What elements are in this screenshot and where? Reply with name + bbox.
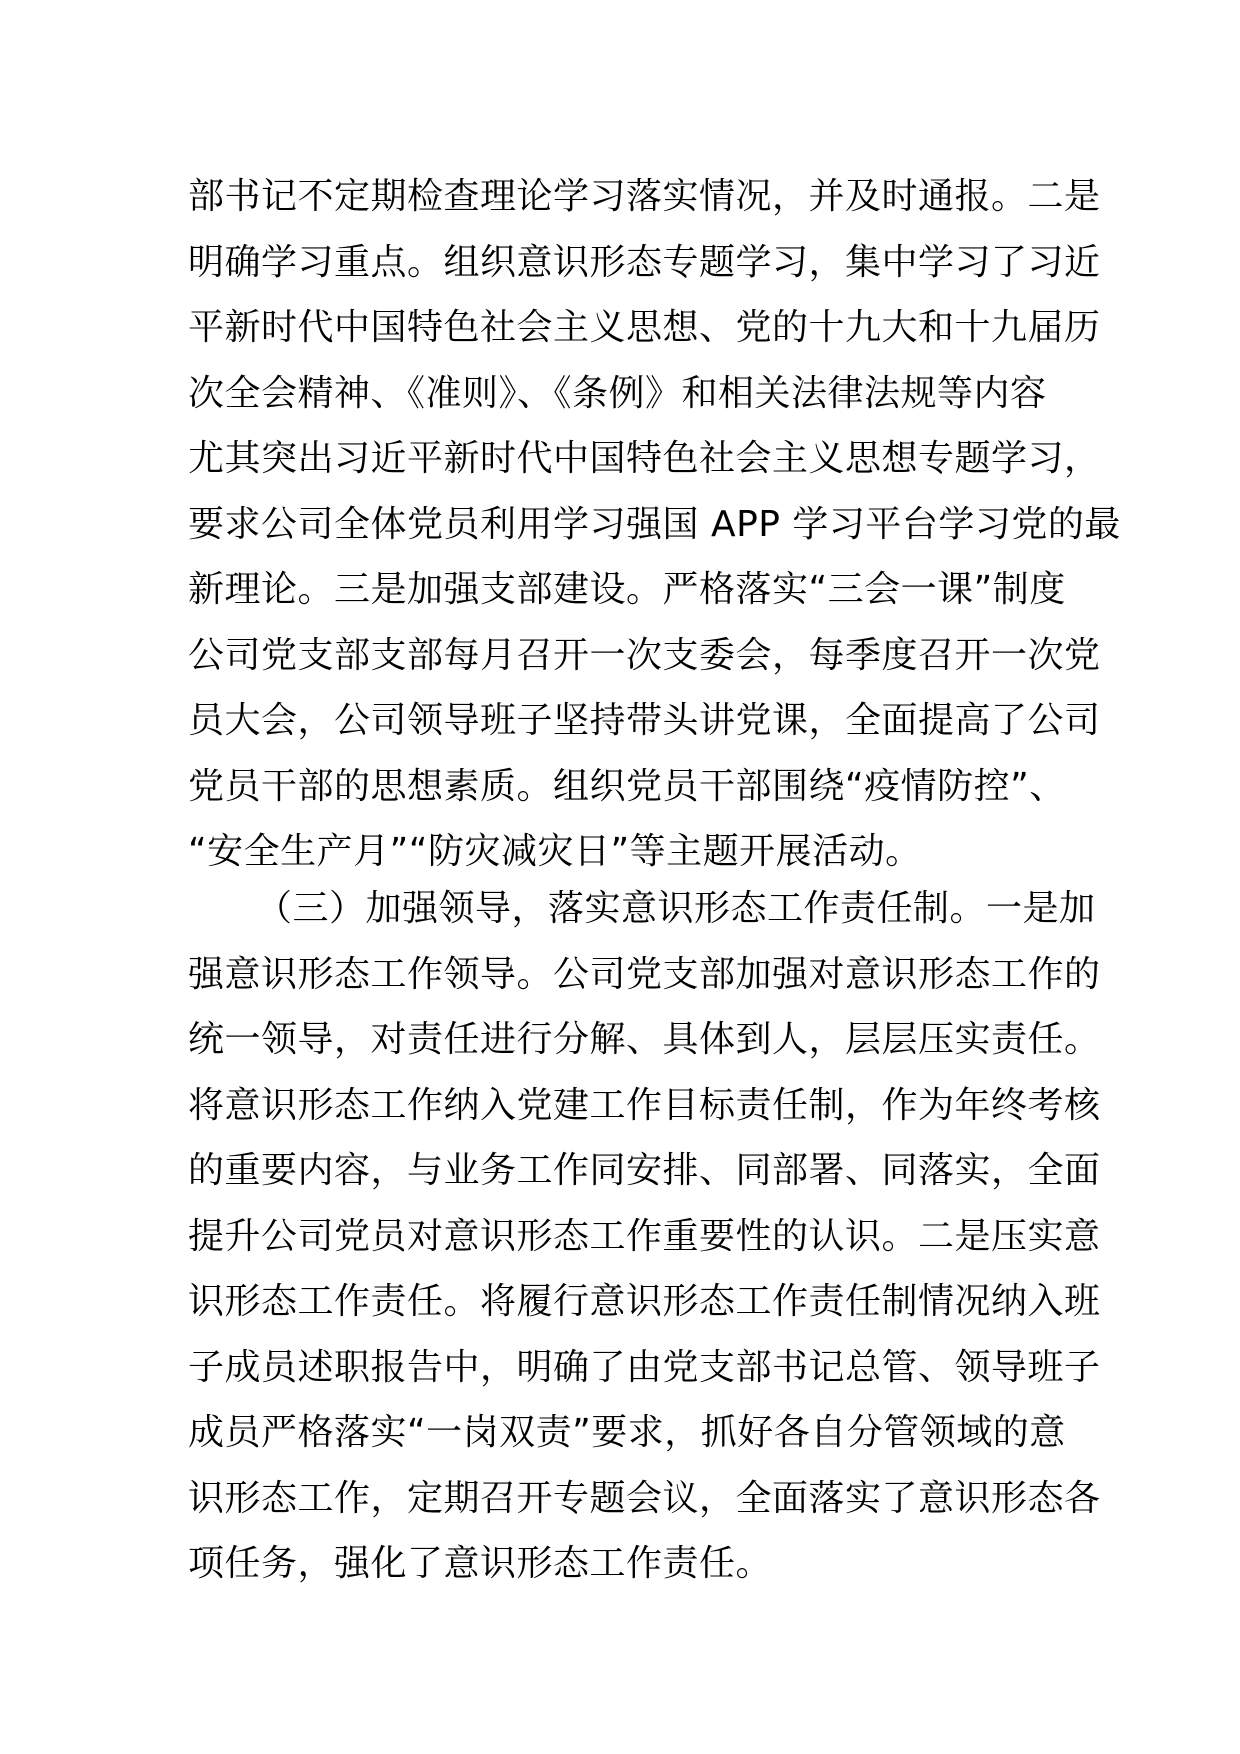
text-line: 尤其突出习近平新时代中国特色社会主义思想专题学习， [188,438,1101,479]
paragraph-study-and-branch-building [188,164,1121,885]
text-line: 次全会精神、《准则》、《条例》和相关法律法规等内容 [188,372,1047,414]
text-line: 成员严格落实“一岗双责”要求，抓好各自分管领域的意 [188,1412,1066,1453]
text-line: 统一领导，对责任进行分解、具体到人，层层压实责任。 [188,1019,1101,1060]
text-line: 党员干部的思想素质。组织党员干部围绕“疫情防控”、 [188,765,1066,807]
text-line: 新理论。三是加强支部建设。严格落实“三会一课”制度 [188,569,1066,610]
text-line: 明确学习重点。组织意识形态专题学习，集中学习了习近 [188,241,1101,283]
paragraph-leadership-responsibility [188,876,1101,1597]
text-line: 要求公司全体党员利用学习强国 APP 学习平台学习党的最 [188,503,1121,545]
text-line: “安全生产月”“防灾减灾日”等主题开展活动。 [188,831,922,872]
text-line: 子成员述职报告中，明确了由党支部书记总管、领导班子 [188,1346,1101,1388]
text-line: 识形态工作，定期召开专题会议，全面落实了意识形态各 [188,1477,1101,1519]
section-heading-line: （三）加强领导，落实意识形态工作责任制。一是加 [256,888,1096,929]
text-line: 将意识形态工作纳入党建工作目标责任制，作为年终考核 [188,1084,1101,1126]
text-line: 项任务，强化了意识形态工作责任。 [188,1543,773,1584]
text-line: 识形态工作责任。将履行意识形态工作责任制情况纳入班 [188,1281,1101,1322]
text-line: 的重要内容，与业务工作同安排、同部署、同落实，全面 [188,1150,1101,1191]
text-line: 公司党支部支部每月召开一次支委会，每季度召开一次党 [188,634,1101,676]
text-line: 提升公司党员对意识形态工作重要性的认识。二是压实意 [188,1215,1101,1257]
text-line: 平新时代中国特色社会主义思想、党的十九大和十九届历 [188,307,1101,348]
text-line: 部书记不定期检查理论学习落实情况，并及时通报。二是 [188,176,1101,217]
text-line: 强意识形态工作领导。公司党支部加强对意识形态工作的 [188,953,1101,995]
text-line: 员大会，公司领导班子坚持带头讲党课，全面提高了公司 [188,700,1101,741]
